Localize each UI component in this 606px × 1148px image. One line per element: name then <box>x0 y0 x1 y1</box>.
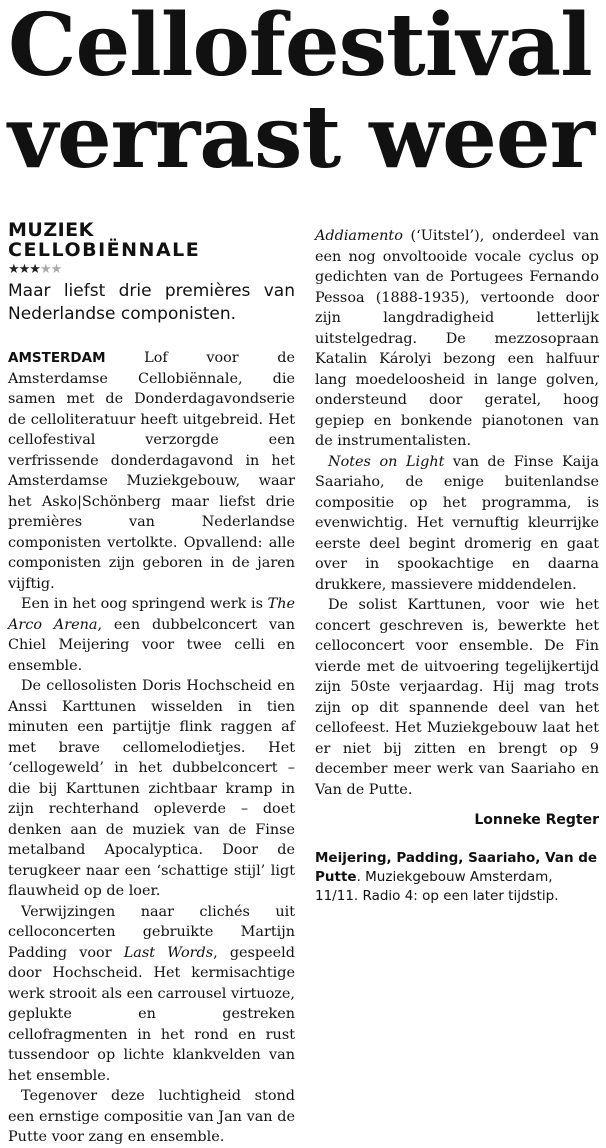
paragraph-4-text-a: Verwijzingen naar clichés uit celloconcerten gebruikte Martijn Padding voor <box>8 903 295 961</box>
paragraph-5-start <box>8 1086 295 1148</box>
paragraph-2-text-b: , een dubbelconcert van Chiel Meijering voor twee celli en ensemble. <box>8 616 295 674</box>
work-title-addiamento: Addiamento <box>315 228 403 244</box>
paragraph-7: De solist Karttunen, voor wie het concert geschreven is, bewerkte het celloconcert voor ensemble. De Fin vierde met de uitvoering tegelijkertijd zijn 50ste verjaardag. Hij mag trots zijn op dit spannende deel van het cellofeest. Het Muziekgebouw laat het er niet bij zitten en brengt op 9 december meer werk van Saariaho en Van de Putte. <box>315 597 599 798</box>
star-rating <box>8 262 295 278</box>
paragraph-3: De cellosolisten Doris Hochscheid en Anssi Karttunen wisselden in tien minuten een partijtje flink raggen af met brave cellomelodietjes. Het ‘cellogeweld’ in het dubbelconcert – die bij Karttunen zichtbaar kramp in zijn rechterhand opleverde – doet denken aan de muziek van de Finse metalband Apocalyptica. Door de terugkeer naar een ‘schattige stijl’ ligt flauwheid op de loer. <box>8 678 295 899</box>
headline-line-2: verrast weer <box>8 87 594 188</box>
headline-line-1: Cellofestival <box>8 0 592 96</box>
paragraph-5-continued <box>315 226 599 452</box>
paragraph-5-text-b: (‘Uitstel’), onderdeel van een nog onvoltooide vocale cyclus op gedichten van de Portugees Fernando Pessoa (1888-1935), vertoonde door zijn langdradigheid letterlijk uitstelgedrag. De mezzosopraan Katalin Károlyi bezong een halfuur lang moedeloosheid in lange golven, ondersteund door geratel, hoog gepiep en bonkende pianotonen van de instrumentalisten. <box>315 228 599 449</box>
star-rating-filled: ★★★ <box>8 262 40 277</box>
paragraph-2 <box>8 594 295 676</box>
section-subkicker: CELLOBIËNNALE <box>8 239 201 261</box>
byline: Lonneke Regter <box>474 812 599 828</box>
paragraph-4-text-b: , gespeeld door Hochscheid. Het kermisachtige werk strooit als een carrousel virtuoze, geplukte en gestreken cellofragmenten in het rond en rust tussendoor op lichte klankvelden van het ensemble. <box>8 944 295 1084</box>
headline <box>8 0 602 188</box>
work-title-notes-on-light: Notes on Light <box>328 453 445 470</box>
article-column-right <box>315 226 599 906</box>
star-rating-empty: ★★ <box>39 262 62 277</box>
work-title-last-words: Last Words <box>123 944 214 961</box>
paragraph-5-text-a: Tegenover deze luchtigheid stond een ernstige compositie van Jan van de Putte voor zang en ensemble. <box>8 1088 295 1145</box>
dateline: AMSTERDAM <box>8 350 106 366</box>
article-lede: Maar liefst drie premières van Nederlandse componisten. <box>8 281 295 324</box>
paragraph-6-text: van de Finse Kaija Saariaho, de enige buitenlandse compositie op het programma, is evenwichtig. Het vernuftig kleurrijke eerste deel begint dromerig en gaat over in spookachtige en daarna drukkere, massievere middendelen. <box>315 453 599 593</box>
work-title-arco-arena: The Arco Arena <box>8 596 295 633</box>
article-column-left <box>8 220 295 1148</box>
section-kicker: MUZIEK <box>8 219 94 241</box>
concert-info-composers: Meijering, Padding, Saariaho, Van de Putte <box>315 849 598 885</box>
paragraph-6 <box>315 452 599 596</box>
concert-info-details: . Muziekgebouw Amsterdam, 11/11. Radio 4: op een later tijdstip. <box>315 868 559 904</box>
paragraph-1-text: Lof voor de Amsterdamse Cellobiënnale, die samen met de Donderdagavondserie de celloliteratuur heeft uitgebreid. Het cellofestival verzorgde een verfrissende donderdagavond in het Amsterdamse Muziekgebouw, waar het Asko|Schönberg maar liefst drie premières van Nederlandse componisten vertolkte. Opvallend: alle componisten zijn geboren in de jaren vijftig. <box>8 350 295 592</box>
concert-info <box>315 849 599 906</box>
paragraph-1 <box>8 348 295 594</box>
paragraph-2-text-a: Een in het oog springend werk is <box>21 596 268 612</box>
paragraph-4 <box>8 902 295 1087</box>
